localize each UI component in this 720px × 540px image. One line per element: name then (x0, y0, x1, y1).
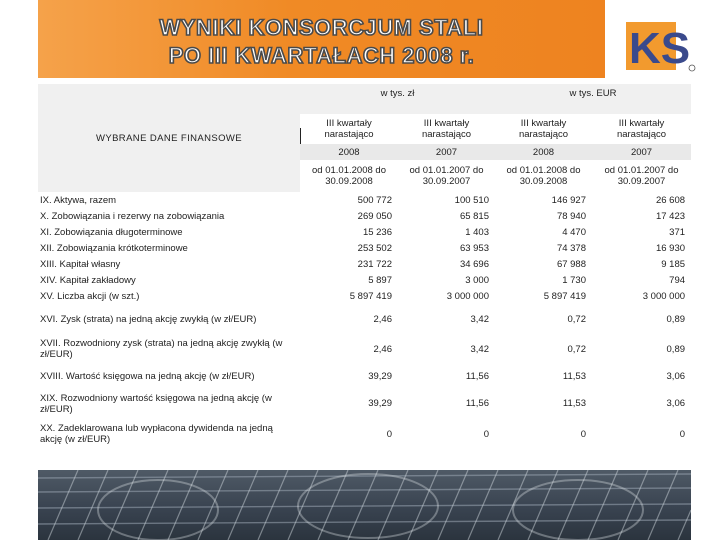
row-value: 2,46 (373, 313, 392, 325)
row-value: 371 (669, 226, 686, 238)
col-header-year: 2008 (300, 144, 398, 160)
row-value: 231 722 (357, 258, 392, 270)
row-value: 253 502 (357, 242, 392, 254)
section-label: WYBRANE DANE FINANSOWE (38, 84, 300, 192)
row-label: X. Zobowiązania i rezerwy na zobowiązania (40, 210, 225, 222)
row-value: 4 470 (562, 226, 586, 238)
col-header-range: od 01.01.2008 do 30.09.2008 (506, 165, 581, 187)
row-label: XVII. Rozwodniony zysk (strata) na jedną akcję zwykłą (w zł/EUR) (40, 338, 283, 360)
row-label: XVIII. Wartość księgowa na jedną akcję (w zł/EUR) (40, 371, 255, 382)
row-value: 3,06 (666, 398, 686, 409)
row-value: 26 608 (655, 194, 686, 206)
table-row (38, 192, 691, 208)
currency-eur-label: w tys. EUR (495, 84, 691, 114)
col-header-range: od 01.01.2007 do 30.09.2007 (409, 165, 484, 187)
row-label: XI. Zobowiązania długoterminowe (40, 226, 183, 238)
company-logo (622, 18, 700, 74)
row-value: 0 (580, 428, 586, 440)
table-row (38, 272, 691, 288)
row-value: 3,42 (470, 313, 489, 325)
row-value: 0,89 (666, 343, 686, 355)
row-value: 74 378 (556, 242, 586, 254)
col-header-range: od 01.01.2007 do 30.09.2007 (604, 165, 679, 187)
row-label: XV. Liczba akcji (w szt.) (40, 290, 140, 302)
col-header-year: 2007 (398, 144, 495, 160)
row-label: XX. Zadeklarowana lub wypłacona dywidenda na jedną akcję (w zł/EUR) (40, 423, 273, 445)
table-body (38, 192, 691, 450)
row-value: 39,29 (368, 371, 392, 382)
row-value: 16 930 (655, 242, 686, 254)
row-value: 67 988 (556, 258, 586, 270)
title-banner (38, 0, 605, 78)
row-value: 78 940 (556, 210, 586, 222)
logo-text: KS (629, 24, 691, 73)
row-value: 0,89 (666, 313, 686, 325)
row-value: 39,29 (368, 398, 392, 409)
row-label: XVI. Zysk (strata) na jedną akcję zwykłą (w zł/EUR) (40, 313, 257, 325)
steel-mesh-photo (38, 470, 691, 540)
table-row (38, 208, 691, 224)
row-value: 794 (669, 274, 686, 286)
row-value: 146 927 (551, 194, 586, 206)
table-row (38, 389, 691, 418)
row-value: 1 403 (465, 226, 489, 238)
row-value: 3 000 (465, 274, 489, 286)
row-label: XIII. Kapitał własny (40, 258, 121, 270)
row-label: XIX. Rozwodniony wartość księgowa na jedną akcję (w zł/EUR) (40, 392, 272, 415)
title-line-2: PO III KWARTAŁACH 2008 r. (168, 43, 475, 68)
col-header-period: III kwartały narastająco (518, 118, 569, 140)
row-value: 3,42 (470, 343, 489, 355)
table-row (38, 224, 691, 240)
row-value: 3 000 000 (642, 290, 686, 302)
row-value: 1 730 (562, 274, 586, 286)
row-label: XIV. Kapitał zakładowy (40, 274, 136, 286)
row-value: 65 815 (459, 210, 489, 222)
table-row (38, 418, 691, 450)
row-value: 17 423 (655, 210, 686, 222)
row-value: 34 696 (459, 258, 489, 270)
row-value: 269 050 (357, 210, 392, 222)
row-value: 3 000 000 (446, 290, 489, 302)
row-value: 15 236 (362, 226, 392, 238)
table-row (38, 256, 691, 272)
col-header-range: od 01.01.2008 do 30.09.2008 (312, 165, 386, 187)
steel-mesh-image (38, 470, 691, 540)
table-row (38, 288, 691, 304)
row-value: 0 (679, 428, 686, 440)
row-value: 63 953 (459, 242, 489, 254)
row-value: 11,53 (562, 371, 586, 382)
col-header-year: 2007 (592, 144, 691, 160)
row-value: 9 185 (661, 258, 686, 270)
row-value: 11,53 (562, 398, 586, 409)
row-value: 5 897 (368, 274, 392, 286)
row-value: 2,46 (373, 343, 392, 355)
row-value: 11,56 (465, 398, 489, 409)
row-value: 0 (483, 428, 489, 440)
row-value: 5 897 419 (543, 290, 586, 302)
table-row (38, 334, 691, 364)
financial-table (38, 84, 691, 456)
table-row (38, 364, 691, 389)
row-value: 3,06 (666, 371, 686, 382)
row-value: 0,72 (567, 313, 586, 325)
page-title (38, 14, 605, 70)
col-header-year: 2008 (495, 144, 592, 160)
col-header-period: III kwartały narastająco (616, 118, 667, 140)
row-value: 11,56 (465, 371, 489, 382)
col-header-period: III kwartały narastająco (324, 118, 374, 140)
title-line-1: WYNIKI KONSORCJUM STALI (159, 15, 484, 40)
row-value: 500 772 (357, 194, 392, 206)
row-value: 0 (386, 428, 392, 440)
ks-logo-icon (622, 18, 700, 74)
col-header-period: III kwartały narastająco (421, 118, 472, 140)
table-row (38, 304, 691, 334)
row-value: 100 510 (454, 194, 489, 206)
currency-pln-label: w tys. zł (300, 84, 495, 114)
row-label: IX. Aktywa, razem (40, 194, 117, 206)
row-value: 0,72 (567, 343, 586, 355)
table-row (38, 240, 691, 256)
row-label: XII. Zobowiązania krótkoterminowe (40, 242, 188, 254)
row-value: 5 897 419 (349, 290, 392, 302)
